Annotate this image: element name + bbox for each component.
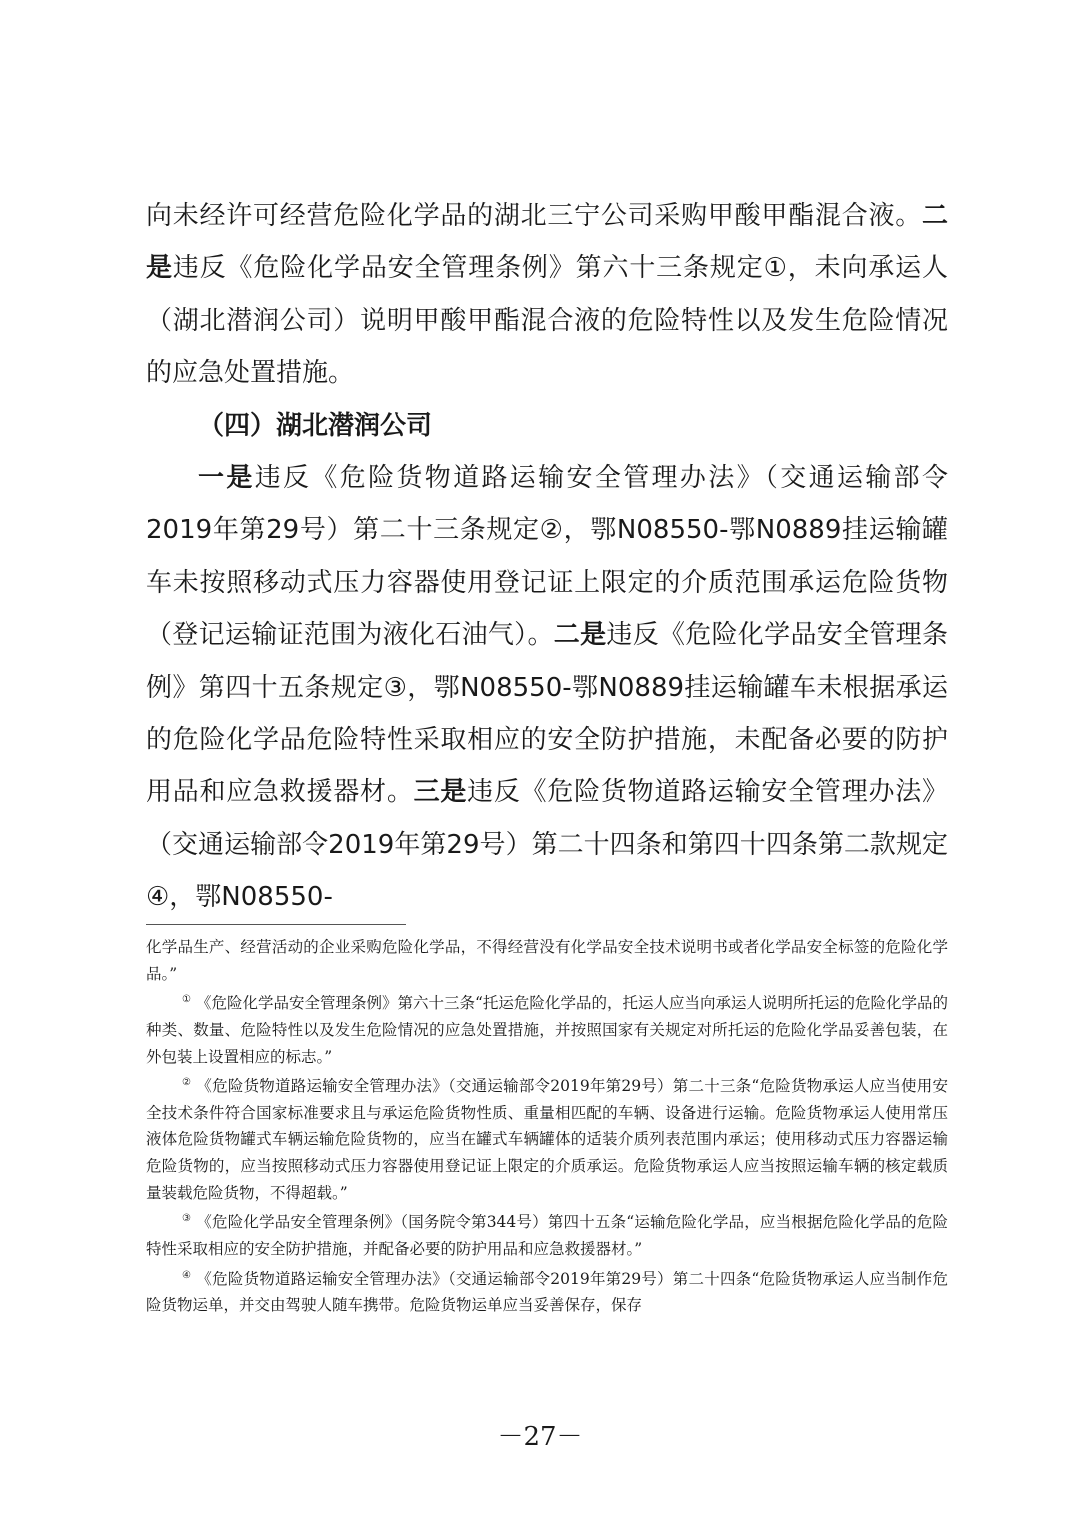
emphasis: 二是 (146, 201, 948, 284)
footnote: ④ 《危险货物道路运输安全管理办法》（交通运输部令2019年第29号）第二十四条“危险货物承运人应当制作危险货物运单，并交由驾驶人随车携带。危险货物运单应当妥善保存，保存 (146, 1269, 948, 1315)
footnotes (146, 934, 948, 1319)
footnote-mark: ① (182, 994, 192, 1006)
footnote-mark: ④ (182, 1269, 192, 1281)
footnote-mark: ③ (182, 1213, 192, 1225)
paragraph: 向未经许可经营危险化学品的湖北三宁公司采购甲酸甲酯混合液。二是违反《危险化学品安全管理条例》第六十三条规定①，未向承运人（湖北潜润公司）说明甲酸甲酯混合液的危险特性以及发生危险情况的应急处置措施。 (146, 201, 948, 389)
footnote-separator (146, 924, 406, 925)
page-number: －27－ (497, 1422, 583, 1452)
footnote: ② 《危险货物道路运输安全管理办法》（交通运输部令2019年第29号）第二十三条“危险货物承运人应当使用安全技术条件符合国家标准要求且与承运危险货物性质、重量相匹配的车辆、设备进行运输。危险货物承运人使用常压液体危险货物罐式车辆运输危险货物的，应当在罐式车辆罐体的适装介质列表范围内承运；使用移动式压力容器运输危险货物的，应当按照移动式压力容器使用登记证上限定的介质承运。危险货物承运人应当按照运输车辆的核定载质量装载危险货物，不得超载。” (146, 1077, 948, 1202)
paragraph: 一是违反《危险货物道路运输安全管理办法》（交通运输部令2019年第29号）第二十三条规定②，鄂N08550-鄂N0889挂运输罐车未按照移动式压力容器使用登记证上限定的介质范围承运危险货物（登记运输证范围为液化石油气）。二是违反《危险化学品安全管理条例》第四十五条规定③，鄂N08550-鄂N0889挂运输罐车未根据承运的危险化学品危险特性采取相应的安全防护措施，未配备必要的防护用品和应急救援器材。三是违反《危险货物道路运输安全管理办法》（交通运输部令2019年第29号）第二十四条和第四十四条第二款规定④，鄂N08550- (146, 463, 948, 913)
footnote: ① 《危险化学品安全管理条例》第六十三条“托运危险化学品的，托运人应当向承运人说明所托运的危险化学品的种类、数量、危险特性以及发生危险情况的应急处置措施，并按照国家有关规定对所托运的危险化学品妥善包装，在外包装上设置相应的标志。” (146, 994, 948, 1066)
emphasis: 三是 (413, 777, 468, 808)
emphasis: 一是 (198, 463, 255, 494)
footnote-continuation: 化学品生产、经营活动的企业采购危险化学品，不得经营没有化学品安全技术说明书或者化学品安全标签的危险化学品。” (146, 938, 948, 983)
footnote-mark: ② (182, 1077, 192, 1089)
footnote: ③ 《危险化学品安全管理条例》（国务院令第344号）第四十五条“运输危险化学品，应当根据危险化学品的危险特性采取相应的安全防护措施，并配备必要的防护用品和应急救援器材。” (146, 1213, 948, 1258)
section-heading: （四）湖北潜润公司 (198, 410, 433, 441)
emphasis: 二是 (553, 620, 607, 651)
main-text (146, 190, 948, 924)
